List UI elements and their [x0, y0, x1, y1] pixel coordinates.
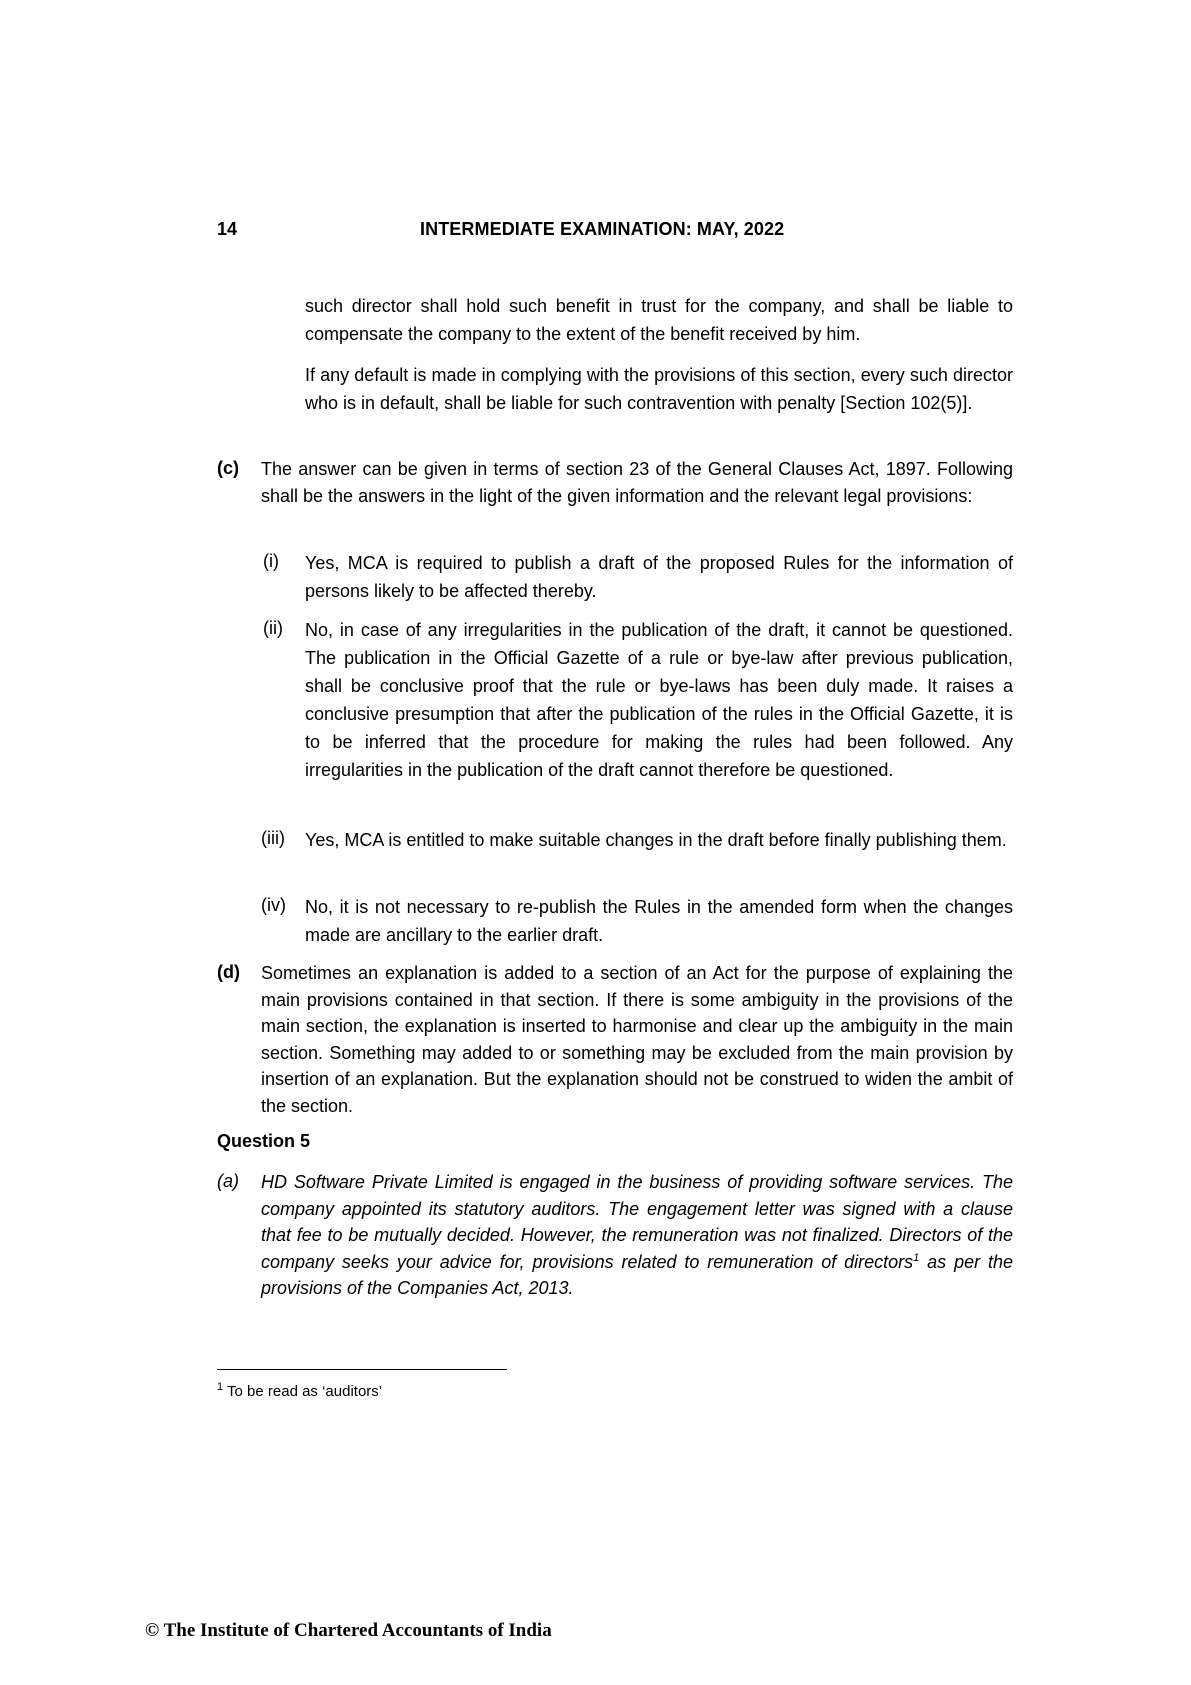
part-c-item-4-number: (iv)	[261, 895, 286, 915]
part-c-item-1-text: Yes, MCA is required to publish a draft of the proposed Rules for the information of persons likely to be affected thereby.	[305, 553, 1013, 601]
footnote-separator	[217, 1369, 507, 1370]
part-c-item-2-text: No, in case of any irregularities in the publication of the draft, it cannot be questioned. The publication in the Official Gazette of a rule or bye-law after previous publication, shall be conclusive proof that the rule or bye-laws has been duly made. It raises a conclusive presumption that after the publication of the rules in the Official Gazette, it is to be inferred that the procedure for making the rules had been followed. Any irregularities in the publication of the draft cannot therefore be questioned.	[305, 620, 1013, 780]
question-5-heading: Question 5	[217, 1131, 311, 1151]
part-c-item-3-text: Yes, MCA is entitled to make suitable changes in the draft before finally publishing them.	[305, 830, 1007, 850]
footnote	[217, 1383, 382, 1400]
footnote-reference: 1	[913, 1251, 920, 1264]
part-c-item-3-number: (iii)	[261, 828, 285, 848]
footnote-marker: 1	[217, 1381, 224, 1393]
question-5a-text	[261, 1169, 1013, 1302]
part-c-item-1-number: (i)	[263, 551, 279, 571]
footnote-text: To be read as ‘auditors’	[223, 1383, 383, 1400]
page-number: 14	[217, 219, 238, 239]
part-c-item-4-text: No, it is not necessary to re-publish the Rules in the amended form when the changes made are ancillary to the earlier draft.	[305, 897, 1013, 945]
part-c-item-2-number: (ii)	[263, 618, 283, 638]
question-5a-text-tail: as per the provisions of the Companies Act, 2013.	[261, 1251, 1013, 1298]
part-d-text: Sometimes an explanation is added to a section of an Act for the purpose of explaining the main provisions contained in that section. If there is some ambiguity in the provisions of the main section, the explanation is inserted to harmonise and clear up the ambiguity in the main section. Something may added to or something may be excluded from the main provision by insertion of an explanation. But the explanation should not be construed to widen the ambit of the section.	[261, 963, 1013, 1116]
continued-paragraph-2: If any default is made in complying with the provisions of this section, every such director who is in default, shall be liable for such contravention with penalty [Section 102(5)].	[305, 365, 1013, 413]
running-header-title: INTERMEDIATE EXAMINATION: MAY, 2022	[420, 219, 785, 239]
continued-paragraph-1: such director shall hold such benefit in trust for the company, and shall be liable to compensate the company to the extent of the benefit received by him.	[305, 296, 1013, 344]
question-5a-text-main: HD Software Private Limited is engaged in the business of providing software services. The company appointed its statutory auditors. The engagement letter was signed with a clause that fee to be mutually decided. However, the remuneration was not finalized. Directors of the company seeks your advice for, provisions related to remuneration of directors	[261, 1172, 1013, 1272]
part-c-intro: The answer can be given in terms of section 23 of the General Clauses Act, 1897. Following shall be the answers in the light of the given information and the relevant legal provisions:	[261, 459, 1013, 506]
part-d-label: (d)	[217, 962, 240, 982]
part-c-label: (c)	[217, 458, 239, 478]
question-5a-label: (a)	[217, 1171, 239, 1191]
copyright-footer: © The Institute of Chartered Accountants of India	[145, 1620, 552, 1641]
